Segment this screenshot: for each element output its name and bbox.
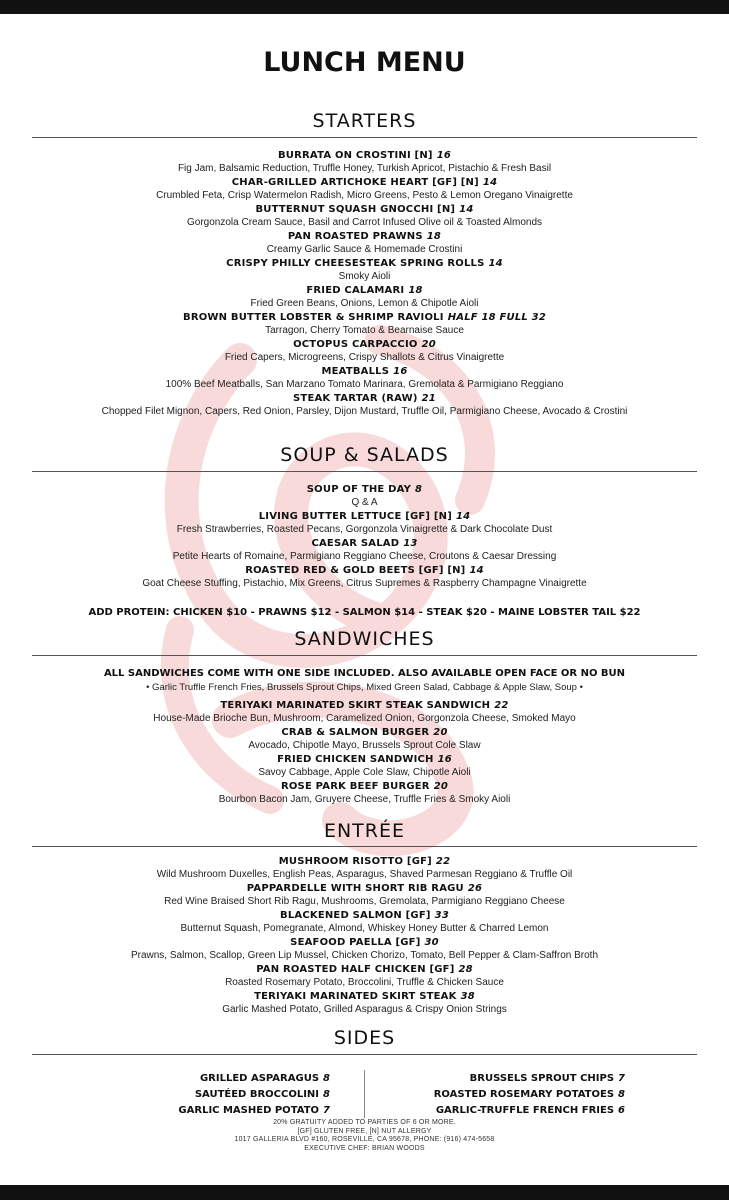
item-name: MUSHROOM RISOTTO [GF] (278, 856, 432, 867)
item-price: 16 (393, 366, 408, 377)
item-description: Smoky Aioli (338, 271, 391, 282)
side-item (130, 1071, 330, 1087)
entree-list (0, 856, 729, 1018)
item-name: PAN ROASTED HALF CHICKEN [GF] (256, 964, 455, 975)
item-name: TERIYAKI MARINATED SKIRT STEAK (254, 991, 457, 1002)
item-price: 22 (435, 856, 451, 867)
item-name-line (0, 231, 729, 243)
item-price: 28 (458, 964, 473, 975)
sandwich-side-options: • Garlic Truffle French Fries, Brussels Sprout Chips, Mixed Green Salad, Cabbage & Apple Slaw, Soup • (146, 682, 583, 693)
item-description: Wild Mushroom Duxelles, English Peas, Asparagus, Shaved Parmesan Reggiano & Truffle Oil (156, 869, 573, 880)
entree-item (0, 910, 729, 935)
side-name: GARLIC-TRUFFLE FRENCH FRIES (435, 1105, 615, 1116)
item-price: 13 (403, 538, 418, 549)
item-price: 20 (433, 781, 449, 792)
item-price: 21 (421, 393, 436, 404)
soup-salad-item (0, 484, 729, 509)
item-description: Fresh Strawberries, Roasted Pecans, Gorgonzola Vinaigrette & Dark Chocolate Dust (176, 524, 553, 535)
item-name: PAN ROASTED PRAWNS (287, 231, 423, 242)
item-description: Creamy Garlic Sauce & Homemade Crostini (266, 244, 463, 255)
side-item (395, 1103, 625, 1119)
item-name: SEAFOOD PAELLA [GF] (290, 937, 421, 948)
divider (32, 1054, 697, 1055)
item-price: 20 (433, 727, 448, 738)
item-name: CRAB & SALMON BURGER (281, 727, 430, 738)
sandwich-item (0, 700, 729, 725)
side-item (130, 1103, 330, 1119)
entree-item (0, 964, 729, 989)
side-name: GARLIC MASHED POTATO (178, 1105, 320, 1116)
item-name-line (0, 339, 729, 351)
starter-item (0, 231, 729, 256)
entree-item (0, 856, 729, 881)
item-name-line (0, 565, 729, 577)
item-name: MEATBALLS (321, 366, 390, 377)
item-name-line (0, 910, 729, 922)
item-name: OCTOPUS CARPACCIO (293, 339, 418, 350)
starter-item (0, 258, 729, 283)
item-name: BUTTERNUT SQUASH GNOCCHI [N] (255, 204, 456, 215)
bottom-border-bar (0, 1185, 729, 1200)
item-description: Q & A (351, 497, 378, 508)
item-name-line (0, 727, 729, 739)
starter-item (0, 393, 729, 418)
item-price: 14 (455, 511, 471, 522)
side-price: 6 (618, 1105, 625, 1116)
section-heading-starters: STARTERS (312, 110, 417, 132)
item-price: 14 (459, 204, 474, 215)
item-price: 18 (426, 231, 442, 242)
side-name: SAUTÉED BROCCOLINI (194, 1089, 320, 1100)
item-name: CHAR-GRILLED ARTICHOKE HEART [GF] [N] (231, 177, 479, 188)
soup-salad-item (0, 511, 729, 536)
item-name: ROASTED RED & GOLD BEETS [GF] [N] (245, 565, 466, 576)
sandwich-item (0, 727, 729, 752)
starter-item (0, 312, 729, 337)
item-name-line (0, 991, 729, 1003)
item-name-line (0, 511, 729, 523)
item-name-line (0, 366, 729, 378)
item-price: 33 (434, 910, 449, 921)
item-price: 14 (488, 258, 503, 269)
item-name-line (0, 258, 729, 270)
side-price: 7 (618, 1073, 625, 1084)
side-name: BRUSSELS SPROUT CHIPS (469, 1073, 615, 1084)
side-item (395, 1071, 625, 1087)
item-name: SOUP OF THE DAY (306, 484, 412, 495)
starters-list (0, 150, 729, 420)
sandwich-side-note: ALL SANDWICHES COME WITH ONE SIDE INCLUDED. ALSO AVAILABLE OPEN FACE OR NO BUN (103, 668, 626, 679)
item-name-line (0, 393, 729, 405)
starter-item (0, 150, 729, 175)
item-name-line (0, 964, 729, 976)
item-description: Butternut Squash, Pomegranate, Almond, Whiskey Honey Butter & Charred Lemon (180, 923, 549, 934)
allergen-key: [GF] GLUTEN FREE, [N] NUT ALLERGY (297, 1127, 432, 1135)
entree-item (0, 991, 729, 1016)
item-price: 38 (460, 991, 475, 1002)
item-description: Tarragon, Cherry Tomato & Bearnaise Sauce (265, 325, 464, 336)
item-price: 16 (437, 754, 452, 765)
item-description: 100% Beef Meatballs, San Marzano Tomato Marinara, Gremolata & Parmigiano Reggiano (165, 379, 564, 390)
item-name-line (0, 937, 729, 949)
section-heading-sides: SIDES (333, 1027, 396, 1049)
address-phone: 1017 GALLERIA BLVD #160, ROSEVILLE, CA 95678, PHONE: (916) 474-5658 (234, 1136, 495, 1143)
item-name: BURRATA ON CROSTINI [N] (277, 150, 433, 161)
starter-item (0, 204, 729, 229)
sandwich-item (0, 781, 729, 806)
item-price: 14 (469, 565, 484, 576)
item-price: 20 (421, 339, 436, 350)
item-name-line (0, 150, 729, 162)
item-description: Goat Cheese Stuffing, Pistachio, Mix Greens, Citrus Supremes & Raspberry Champagne Vinaigrette (142, 578, 587, 589)
top-border-bar (0, 0, 729, 14)
item-name: LIVING BUTTER LETTUCE [GF] [N] (258, 511, 452, 522)
section-heading-entree: ENTRÉE (323, 820, 406, 842)
section-heading-soup-salads: SOUP & SALADS (280, 444, 449, 466)
item-name-line (0, 754, 729, 766)
item-name-line (0, 285, 729, 297)
side-item (395, 1087, 625, 1103)
item-name: FRIED CHICKEN SANDWICH (277, 754, 434, 765)
sandwiches-list (0, 700, 729, 808)
item-description: Crumbled Feta, Crisp Watermelon Radish, Micro Greens, Pesto & Lemon Oregano Vinaigrette (156, 190, 573, 201)
item-name-line (0, 204, 729, 216)
item-name-line (0, 177, 729, 189)
side-price: 8 (618, 1089, 625, 1100)
soup-salad-item (0, 565, 729, 590)
item-description: Roasted Rosemary Potato, Broccolini, Truffle & Chicken Sauce (225, 977, 504, 988)
soup-salad-item (0, 538, 729, 563)
footer (0, 1119, 729, 1153)
sides-left-column (130, 1071, 330, 1119)
entree-item (0, 883, 729, 908)
side-price: 7 (323, 1105, 330, 1116)
item-name: STEAK TARTAR (RAW) (293, 393, 418, 404)
gratuity-note: 20% GRATUITY ADDED TO PARTIES OF 6 OR MORE. (273, 1119, 456, 1126)
side-price: 8 (323, 1089, 330, 1100)
sides-column-divider (364, 1070, 365, 1118)
item-description: Savoy Cabbage, Apple Cole Slaw, Chipotle Aioli (258, 767, 471, 778)
item-description: Avocado, Chipotle Mayo, Brussels Sprout Cole Slaw (248, 740, 481, 751)
entree-item (0, 937, 729, 962)
item-price: 22 (494, 700, 509, 711)
item-description: Fried Green Beans, Onions, Lemon & Chipotle Aioli (250, 298, 479, 309)
item-description: House-Made Brioche Bun, Mushroom, Caramelized Onion, Gorgonzola Cheese, Smoked Mayo (153, 713, 576, 724)
side-price: 8 (323, 1073, 330, 1084)
item-description: Petite Hearts of Romaine, Parmigiano Reggiano Cheese, Croutons & Caesar Dressing (172, 551, 557, 562)
item-description: Chopped Filet Mignon, Capers, Red Onion, Parsley, Dijon Mustard, Truffle Oil, Parmigiano Cheese, Avocado & Crostini (101, 406, 628, 417)
sandwich-item (0, 754, 729, 779)
item-description: Gorgonzola Cream Sauce, Basil and Carrot Infused Olive oil & Toasted Almonds (187, 217, 542, 228)
item-description: Fig Jam, Balsamic Reduction, Truffle Honey, Turkish Apricot, Pistachio & Fresh Basil (177, 163, 552, 174)
divider (32, 846, 697, 847)
divider (32, 655, 697, 656)
starter-item (0, 366, 729, 391)
item-name: TERIYAKI MARINATED SKIRT STEAK SANDWICH (220, 700, 491, 711)
item-name: PAPPARDELLE WITH SHORT RIB RAGU (246, 883, 464, 894)
item-description: Bourbon Bacon Jam, Gruyere Cheese, Truffle Fries & Smoky Aioli (218, 794, 511, 805)
item-name: ROSE PARK BEEF BURGER (280, 781, 430, 792)
item-price: HALF 18 FULL 32 (447, 312, 546, 323)
item-price: 26 (467, 883, 483, 894)
item-name-line (0, 538, 729, 550)
soup-salads-list (0, 484, 729, 592)
starter-item (0, 177, 729, 202)
item-name-line (0, 700, 729, 712)
item-description: Red Wine Braised Short Rib Ragu, Mushrooms, Gremolata, Parmigiano Reggiano Cheese (164, 896, 565, 907)
divider (32, 471, 697, 472)
item-description: Garlic Mashed Potato, Grilled Asparagus & Crispy Onion Strings (222, 1004, 507, 1015)
item-price: 16 (436, 150, 452, 161)
item-name: BLACKENED SALMON [GF] (280, 910, 431, 921)
item-price: 30 (424, 937, 439, 948)
item-description: Fried Capers, Microgreens, Crispy Shallots & Citrus Vinaigrette (224, 352, 505, 363)
item-name-line (0, 781, 729, 793)
item-price: 18 (408, 285, 423, 296)
item-name: CAESAR SALAD (311, 538, 400, 549)
side-item (130, 1087, 330, 1103)
item-name: FRIED CALAMARI (306, 285, 405, 296)
item-name-line (0, 856, 729, 868)
page-title: LUNCH MENU (263, 47, 466, 78)
section-heading-sandwiches: SANDWICHES (294, 628, 435, 650)
item-price: 8 (415, 484, 423, 495)
item-name: BROWN BUTTER LOBSTER & SHRIMP RAVIOLI (183, 312, 444, 323)
item-name-line (0, 312, 729, 324)
add-protein-note: ADD PROTEIN: CHICKEN $10 - PRAWNS $12 - SALMON $14 - STEAK $20 - MAINE LOBSTER TAIL $22 (88, 607, 641, 618)
item-description: Prawns, Salmon, Scallop, Green Lip Mussel, Chicken Chorizo, Tomato, Bell Pepper & Clam-Saffron Broth (130, 950, 599, 961)
item-name-line (0, 484, 729, 496)
sides-right-column (395, 1071, 625, 1119)
starter-item (0, 285, 729, 310)
divider (32, 137, 697, 138)
executive-chef: EXECUTIVE CHEF: BRIAN WOODS (304, 1144, 425, 1152)
item-price: 14 (482, 177, 498, 188)
side-name: GRILLED ASPARAGUS (199, 1073, 320, 1084)
item-name-line (0, 883, 729, 895)
side-name: ROASTED ROSEMARY POTATOES (433, 1089, 615, 1100)
starter-item (0, 339, 729, 364)
item-name: CRISPY PHILLY CHEESESTEAK SPRING ROLLS (226, 258, 485, 269)
